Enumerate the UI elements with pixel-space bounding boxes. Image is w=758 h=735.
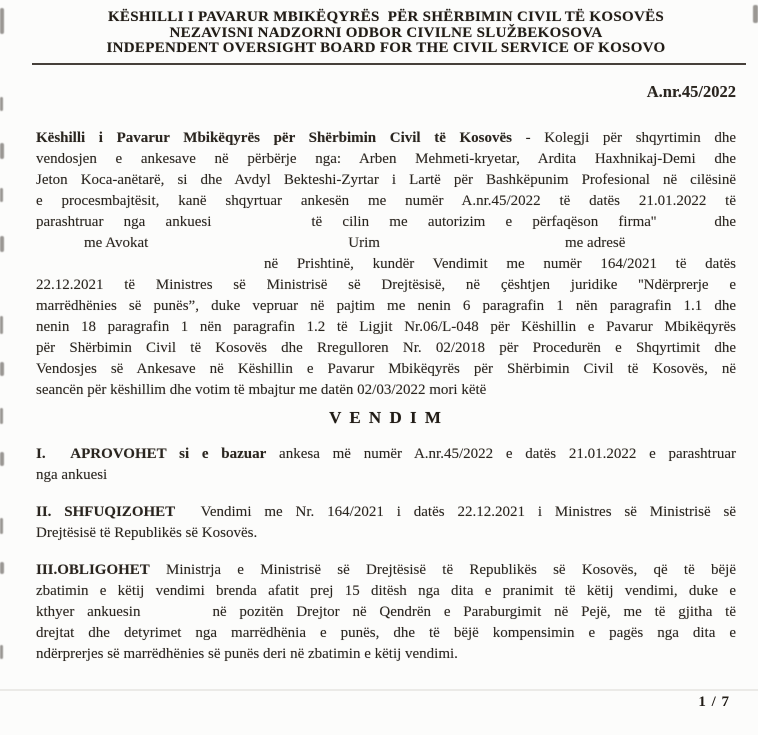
text-run: ankesa më numër A.nr.45/2022 e datës 21.01.2022 e parashtruar: [266, 445, 736, 462]
text-line: [36, 523, 736, 544]
text-run: me adresë: [564, 234, 626, 251]
text-run: parashtruar nga ankuesi: [36, 213, 212, 230]
text-run: dhe: [714, 213, 736, 230]
document-body: [36, 128, 736, 665]
redaction-gap: [380, 245, 565, 247]
text-run: Këshilli i Pavarur Mbikëqyrës për Shërbimin Civil të Kosovës: [36, 129, 513, 146]
text-run: Vendimi me Nr. 164/2021 i datës 22.12.2021 i Ministres së Ministrisë së: [175, 503, 736, 520]
text-run: III.OBLIGOHET: [36, 561, 150, 578]
text-line: [36, 444, 736, 465]
text-run: nga ankuesi: [36, 466, 108, 483]
text-run: Jeton Koca-anëtarë, si dhe Avdyl Bekteshi-Zyrtar i Lartë për Bashkëpunim Profesional në cilësinë: [36, 171, 736, 188]
text-line: [36, 338, 736, 359]
scan-artifact: [0, 8, 4, 34]
text-line: [36, 149, 736, 170]
text-run: për Shërbimin Civil të Kosovës dhe Rregulloren Nr. 02/2018 për Procedurën e Shqyrtimit dhe: [36, 339, 736, 356]
text-line: [36, 560, 736, 581]
page-number: 1 / 7: [698, 694, 730, 710]
text-run: - Kolegji për shqyrtimin dhe: [512, 129, 736, 146]
scan-artifact: [0, 97, 3, 111]
text-run: Vendosjes së Ankesave në Këshillin e Pavarur Mbikëqyrës për Shërbimin Civil të Kosovës, në: [36, 360, 736, 377]
letterhead-english: INDEPENDENT OVERSIGHT BOARD FOR THE CIVIL SERVICE OF KOSOVO: [106, 40, 666, 56]
text-run: I. APROVOHET si e bazuar: [36, 445, 267, 462]
text-line: [36, 602, 736, 623]
text-line: [36, 233, 736, 254]
text-run: Urim: [348, 234, 380, 251]
text-line: [36, 296, 736, 317]
text-run: vendosjen e ankesave në përbërje nga: Arben Mehmeti-kryetar, Ardita Haxhnikaj-Demi dhe: [36, 150, 736, 167]
text-run: 22.12.2021 të Ministres së Ministrisë së Drejtësisë, në çështjen juridike ''Ndërprerje e: [36, 276, 736, 293]
text-line: [36, 254, 736, 275]
scan-artifact: [0, 452, 4, 466]
scan-artifact: [0, 408, 3, 424]
text-run: me Avokat: [84, 234, 149, 251]
text-run: kthyer ankuesin: [36, 603, 141, 620]
text-run: II. SHFUQIZOHET: [36, 503, 176, 520]
redaction-gap: [107, 477, 227, 479]
text-run: Drejtësisë të Republikës së Kosovës.: [36, 524, 258, 541]
redaction-gap: [148, 245, 348, 247]
scan-artifact: [0, 316, 3, 334]
text-line: [36, 317, 736, 338]
text-run: ndërprerjes së marrëdhënies së punës deri në zbatimin e këtij vendimi.: [36, 645, 458, 662]
scan-artifact: [0, 518, 3, 534]
text-line: [36, 644, 736, 665]
text-line: [36, 359, 736, 380]
decision-item-3: [36, 560, 736, 665]
text-run: në Prishtinë, kundër Vendimit me numër 164/2021 të datës: [264, 255, 736, 272]
text-run: drejtat dhe detyrimet nga marrëdhënia e punës, dhe të bëjë kompensimin e pagës nga dita e: [36, 624, 736, 641]
scan-artifact: [0, 362, 4, 376]
letterhead-serbian: NEZAVISNI NADZORNI ODBOR CIVILNE SLUŽBEKOSOVA: [169, 24, 603, 41]
text-line: [36, 465, 736, 486]
text-run: të cilin me autorizim e përfaqëson firma'': [311, 213, 657, 230]
text-line: [36, 212, 736, 233]
text-line: [36, 380, 736, 401]
text-line: [36, 170, 736, 191]
decision-item-1: [36, 444, 736, 486]
letterhead-albanian: KËSHILLI I PAVARUR MBIKËQYRËS PËR SHËRBIMIN CIVIL TË KOSOVËS: [107, 9, 665, 25]
letterhead: [36, 10, 736, 65]
text-line: [36, 581, 736, 602]
text-run: marrëdhënies së punës”, duke vepruar në pajtim me nenin 6 paragrafin 1 nën paragrafin 1.1 dhe: [36, 297, 736, 314]
intro-paragraph: [36, 128, 736, 401]
scan-artifact: [0, 143, 4, 159]
scan-artifact: [753, 5, 758, 23]
text-run: nenin 18 paragrafin 1 nën paragrafin 1.2 të Ligjit Nr.06/L-048 për Këshillin e Pavarur Mbikëqyrës: [36, 318, 736, 335]
decision-heading: V E N D I M: [329, 407, 443, 427]
letterhead-divider: [32, 63, 746, 65]
text-line: [36, 191, 736, 212]
text-line: [36, 502, 736, 523]
scan-artifact: [0, 562, 4, 574]
text-run: Ministrja e Ministrisë së Drejtësisë të Republikës së Kosovës, që të bëjë: [149, 561, 736, 578]
decision-item-2: [36, 502, 736, 544]
redaction-gap: [36, 266, 264, 268]
scan-artifact: [0, 645, 3, 659]
redaction-gap: [211, 224, 311, 226]
redaction-gap: [656, 224, 714, 226]
text-run: e procesmbajtësit, kanë shqyrtuar ankesën me numër A.nr.45/2022 të datës 21.01.2022 të: [36, 192, 736, 209]
text-run: në pozitën Drejtor në Qendrën e Paraburgimit në Pejë, me të gjitha të: [212, 603, 736, 620]
text-run: seancën për këshillim dhe votim të mbajtur me datën 02/03/2022 mori këtë: [36, 381, 487, 398]
text-run: zbatimin e këtij vendimi brenda afatit prej 15 ditësh nga dita e pranimit të këtij vendimi, duke e: [36, 582, 736, 599]
text-line: [36, 623, 736, 644]
scan-artifact: [0, 188, 3, 202]
case-number: A.nr.45/2022: [646, 81, 736, 101]
scan-artifact: [0, 236, 4, 252]
scan-fold-line: [0, 689, 758, 691]
text-line: [36, 275, 736, 296]
text-line: [36, 128, 736, 149]
redaction-gap: [140, 614, 212, 616]
